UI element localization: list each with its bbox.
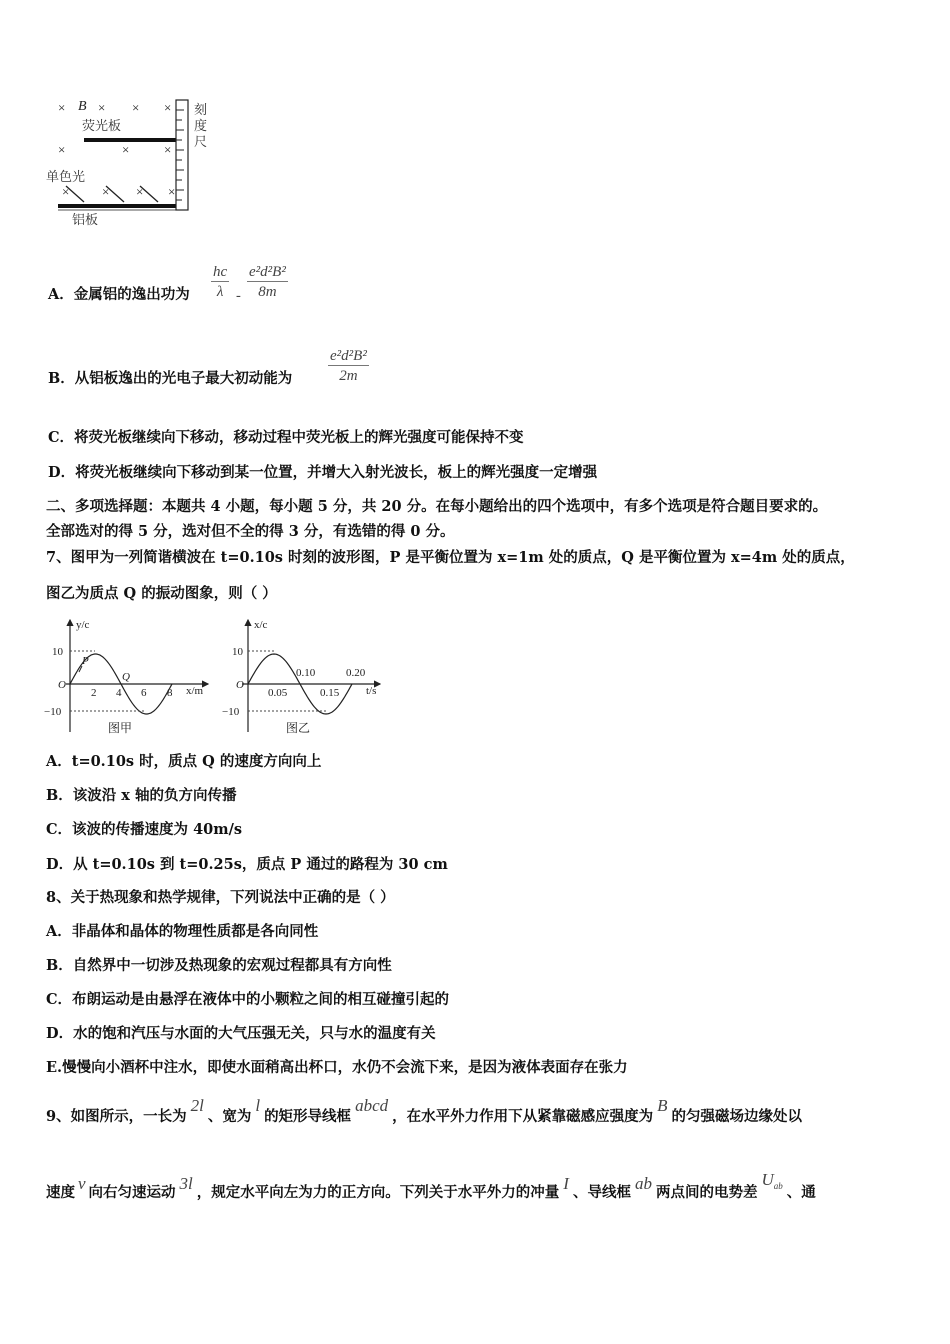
x-label: x/m	[186, 685, 204, 697]
caption-yi: 图乙	[286, 721, 311, 735]
cross-mark: ×	[164, 100, 172, 115]
cross-mark: ×	[122, 142, 130, 157]
y-tick: 10	[232, 646, 243, 658]
q6-option-a-fraction-1: $\frac{hc}{\lambda}$	[213, 264, 228, 300]
x-tick: 2	[91, 687, 97, 699]
cross-mark: ×	[58, 100, 66, 115]
q8-option-c: C．布朗运动是由悬浮在液体中的小颗粒之间的相互碰撞引起的	[46, 991, 450, 1008]
t-tick: 0.20	[346, 667, 366, 679]
cross-mark: ×	[136, 184, 144, 199]
q7-option-b: B．该波沿 x 轴的负方向传播	[46, 787, 237, 804]
cross-mark: ×	[164, 142, 172, 157]
t-label: t/s	[366, 685, 377, 697]
q8-option-d: D．水的饱和汽压与水面的大气压强无关，只与水的温度有关	[46, 1025, 436, 1042]
q7-option-c: C．该波的传播速度为 40m/s	[46, 821, 243, 838]
q6-option-a-fraction-2: $\frac{\text{e²d²B²}}{8m}$	[249, 264, 286, 300]
x-tick: 6	[141, 687, 147, 699]
cross-mark: ×	[62, 184, 70, 199]
cross-mark: ×	[58, 142, 66, 157]
fluorescent-screen	[84, 138, 176, 142]
y-tick: −10	[222, 706, 240, 718]
vibration-graph-yi	[220, 614, 390, 744]
ruler-label: 尺	[194, 134, 208, 149]
cross-mark: ×	[168, 184, 176, 199]
q8-option-a: A．非晶体和晶体的物理性质都是各向同性	[46, 923, 319, 940]
q7-stem-line-2: 图乙为质点 Q 的振动图象，则（ ）	[46, 585, 277, 602]
y-label: y/c	[76, 619, 90, 631]
caption-jia: 图甲	[108, 721, 133, 735]
y-tick: 10	[52, 646, 63, 658]
q7-stem-line-1: 7、图甲为一列简谐横波在 t=0.10s 时刻的波形图，P 是平衡位置为 x=1m 处的质点，Q 是平衡位置为 x=4m 处的质点，	[46, 549, 855, 566]
cross-mark: ×	[132, 100, 140, 115]
ruler-label: 度	[194, 118, 208, 133]
y-label: x/c	[254, 619, 268, 631]
q6-option-b-label: B．从铝板逸出的光电子最大初动能为	[48, 370, 293, 387]
q7-option-a: A．t=0.10s 时，质点 Q 的速度方向向上	[46, 753, 322, 770]
t-tick: 0.15	[320, 687, 340, 699]
point-P: P	[82, 655, 89, 667]
y-tick: −10	[44, 706, 62, 718]
origin: O	[236, 679, 244, 691]
origin: O	[58, 679, 66, 691]
ruler-label: 刻	[194, 102, 208, 117]
cross-mark: ×	[98, 100, 106, 115]
ruler	[176, 100, 188, 210]
t-tick: 0.05	[268, 687, 288, 699]
light-label: 单色光	[46, 169, 86, 184]
q9-line-1: 9、如图所示，一长为2l、宽为l的矩形导线框abcd，在水平外力作用下从紧靠磁感应强度为B的匀强磁场边缘处以	[46, 1096, 802, 1125]
wave-graph-jia	[40, 614, 220, 744]
plate-label: 铝板	[72, 212, 99, 227]
q8-option-b: B．自然界中一切涉及热现象的宏观过程都具有方向性	[46, 957, 392, 974]
screen-label: 荧光板	[82, 118, 122, 133]
section-2-line-1: 二、多项选择题：本题共 4 小题，每小题 5 分，共 20 分。在每小题给出的四个选项中，有多个选项是符合题目要求的。	[46, 498, 828, 515]
field-label-B: B	[78, 99, 87, 114]
q6-option-d: D．将荧光板继续向下移动到某一位置，并增大入射光波长，板上的辉光强度一定增强	[48, 464, 598, 481]
x-tick: 8	[167, 687, 173, 699]
q6-option-a-label: A．金属铝的逸出功为	[48, 286, 190, 303]
q8-stem: 8、关于热现象和热学规律，下列说法中正确的是（ ）	[46, 889, 395, 906]
q6-option-a-minus: -	[236, 288, 241, 304]
t-tick: 0.10	[296, 667, 316, 679]
q8-option-e: E.慢慢向小酒杯中注水，即使水面稍高出杯口，水仍不会流下来，是因为液体表面存在张力	[46, 1059, 628, 1076]
q6-option-b-fraction: $\frac{\text{e²d²B²}}{2m}$	[330, 348, 367, 384]
q9-line-2: 速度 v 向右匀速运动 3l ，规定水平向左为力的正方向。下列关于水平外力的冲量 I 、导线框 ab 两点间的电势差$U^{ab}$ 、通	[46, 1170, 816, 1201]
q7-option-d: D．从 t=0.10s 到 t=0.25s，质点 P 通过的路程为 30 cm	[46, 856, 448, 873]
point-Q: Q	[122, 671, 130, 683]
photoelectric-figure	[40, 92, 230, 232]
q6-option-c: C．将荧光板继续向下移动，移动过程中荧光板上的辉光强度可能保持不变	[48, 429, 524, 446]
aluminum-plate	[58, 204, 176, 208]
x-tick: 4	[116, 687, 122, 699]
section-2-line-2: 全部选对的得 5 分，选对但不全的得 3 分，有选错的得 0 分。	[46, 523, 455, 540]
cross-mark: ×	[102, 184, 110, 199]
